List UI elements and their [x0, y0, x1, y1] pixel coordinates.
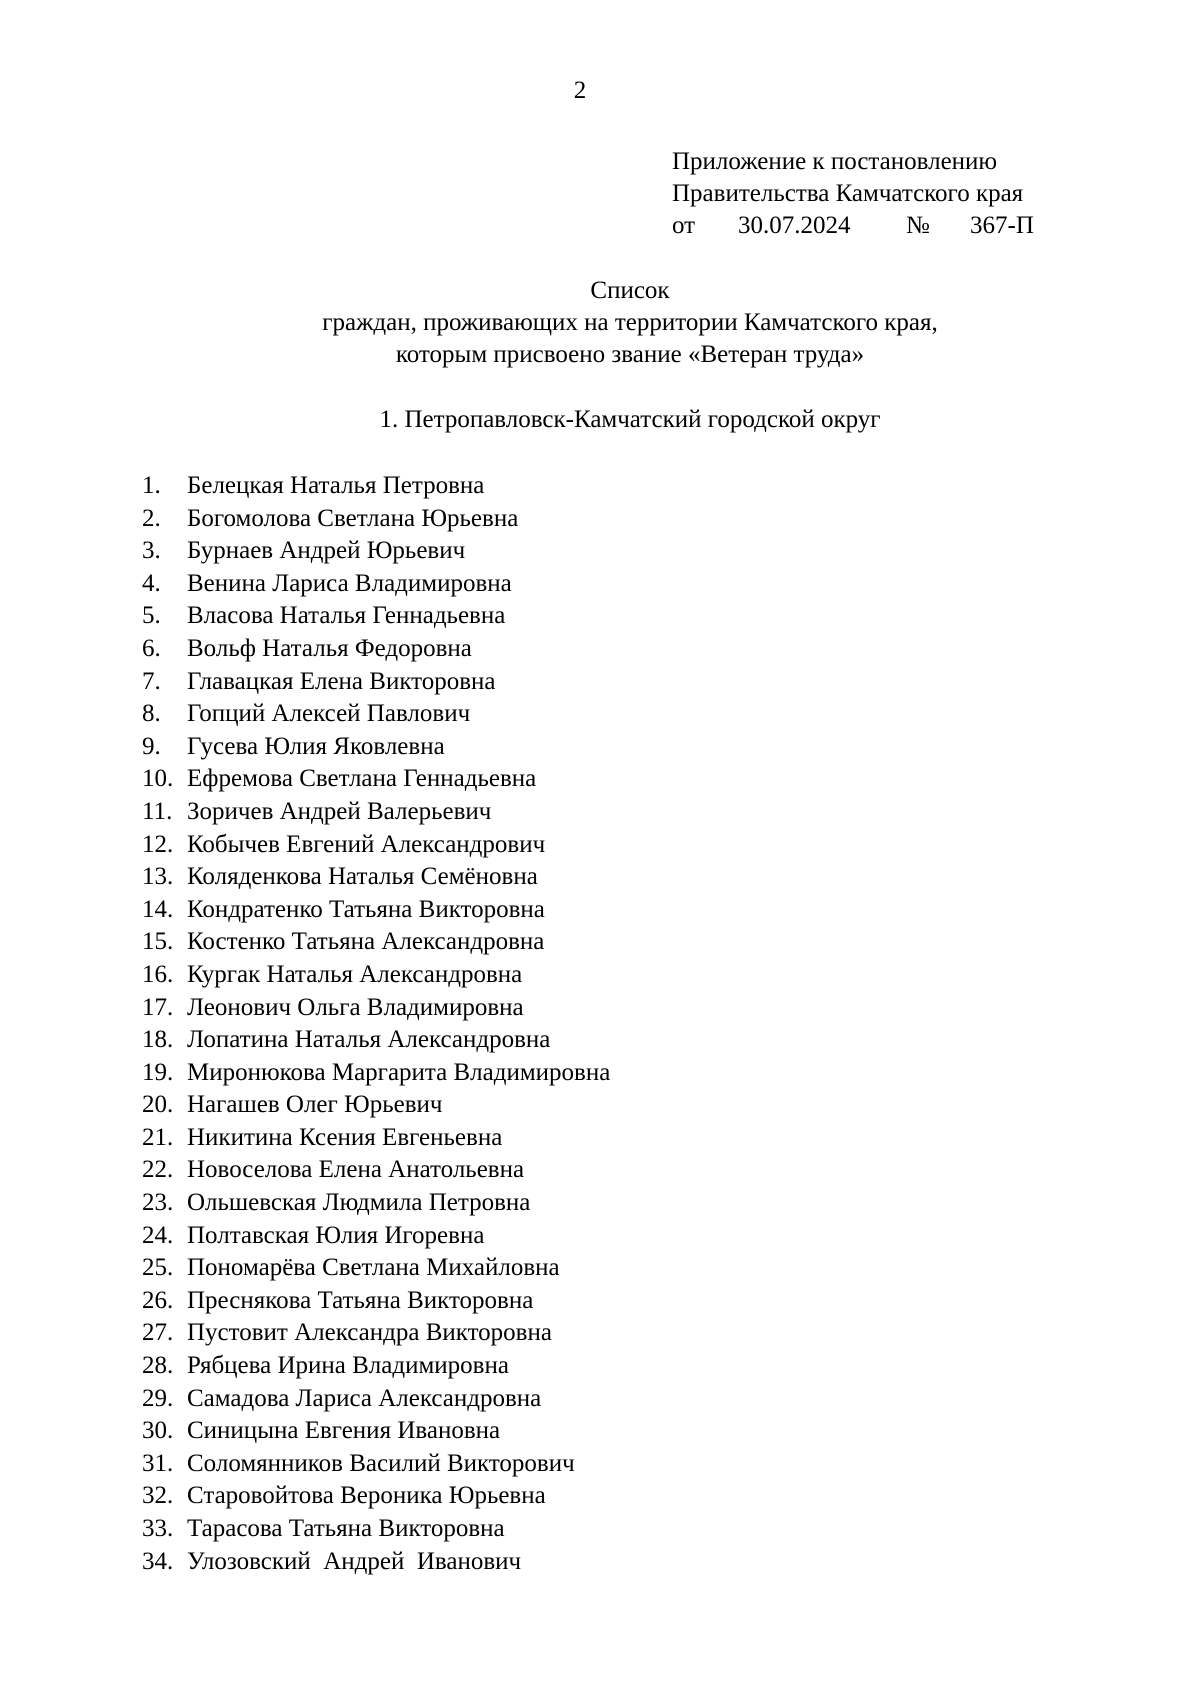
list-item-number: 23.	[142, 1189, 174, 1217]
title-line-2: граждан, проживающих на территории Камчатского края,	[322, 309, 938, 336]
list-item	[142, 1089, 610, 1122]
list-item-name: Рябцева Ирина Владимировна	[187, 1352, 509, 1380]
list-item-number: 31.	[142, 1449, 174, 1477]
list-item-name: Миронюкова Маргарита Владимировна	[187, 1058, 611, 1086]
list-item	[142, 1350, 610, 1383]
list-item-number: 8.	[142, 700, 161, 728]
list-item-number: 21.	[142, 1123, 174, 1151]
list-item-name: Белецкая Наталья Петровна	[187, 472, 485, 499]
page-number: 2	[573, 77, 587, 104]
appendix-line-1: Приложение к постановлению	[672, 148, 998, 175]
title-line-1: Список	[590, 277, 670, 304]
list-item	[142, 698, 610, 731]
list-item-number: 7.	[142, 667, 161, 695]
list-item-number: 15.	[142, 928, 174, 956]
list-item-name: Леонович Ольга Владимировна	[187, 993, 524, 1021]
list-item	[142, 1252, 610, 1285]
list-item-number: 17.	[142, 993, 174, 1021]
appendix-from-label: от	[672, 212, 696, 239]
list-item	[142, 1415, 610, 1448]
list-item	[142, 959, 610, 992]
appendix-date-line	[672, 210, 1034, 242]
list-item	[142, 861, 610, 894]
appendix-number: 367-П	[970, 212, 1034, 239]
list-item-name: Власова Наталья Геннадьевна	[187, 602, 506, 630]
list-item-number: 33.	[142, 1515, 174, 1542]
list-item-name: Улозовский Андрей Иванович	[187, 1547, 522, 1575]
list-item	[142, 1317, 610, 1350]
list-item-name: Пустовит Александра Викторовна	[187, 1319, 552, 1347]
list-item-name: Гопций Алексей Павлович	[187, 700, 471, 728]
list-item-name: Лопатина Наталья Александровна	[187, 1026, 551, 1054]
list-item-number: 30.	[142, 1417, 174, 1445]
list-item-name: Преснякова Татьяна Викторовна	[187, 1286, 534, 1314]
list-item-number: 10.	[142, 765, 174, 793]
list-item-number: 11.	[142, 797, 173, 825]
list-item-name: Зоричев Андрей Валерьевич	[187, 797, 492, 825]
list-item-number: 6.	[142, 634, 161, 662]
list-item-name: Кондратенко Татьяна Викторовна	[187, 895, 545, 923]
list-item-name: Ефремова Светлана Геннадьевна	[187, 765, 537, 793]
list-item-name: Кургак Наталья Александровна	[187, 960, 523, 988]
list-item-name: Никитина Ксения Евгеньевна	[187, 1123, 503, 1151]
list-item-name: Ольшевская Людмила Петровна	[187, 1189, 531, 1217]
list-item	[142, 470, 610, 503]
list-item-number: 19.	[142, 1058, 174, 1086]
list-item-name: Тарасова Татьяна Викторовна	[187, 1515, 505, 1542]
list-item-number: 5.	[142, 602, 161, 630]
list-item	[142, 1154, 610, 1187]
list-item-number: 3.	[142, 537, 161, 565]
list-item	[142, 763, 610, 796]
list-item-number: 1.	[142, 472, 161, 499]
list-item	[142, 1513, 610, 1546]
list-item-number: 2.	[142, 504, 161, 532]
list-item-name: Соломянников Василий Викторович	[187, 1449, 575, 1477]
list-item-number: 32.	[142, 1482, 174, 1510]
list-item-name: Кобычев Евгений Александрович	[187, 830, 546, 858]
list-item-name: Нагашев Олег Юрьевич	[187, 1091, 443, 1119]
list-item-number: 16.	[142, 960, 174, 988]
appendix-line-2: Правительства Камчатского края	[672, 180, 1024, 207]
list-item	[142, 1057, 610, 1090]
appendix-number-sign: №	[906, 212, 930, 239]
list-item-name: Гусева Юлия Яковлевна	[187, 732, 445, 760]
list-item-number: 29.	[142, 1384, 174, 1412]
list-item	[142, 1480, 610, 1513]
list-item-name: Вольф Наталья Федоровна	[187, 634, 472, 662]
list-item-name: Самадова Лариса Александровна	[187, 1384, 542, 1412]
list-item	[142, 992, 610, 1025]
list-item	[142, 1122, 610, 1155]
list-item	[142, 568, 610, 601]
list-item-name: Богомолова Светлана Юрьевна	[187, 504, 519, 532]
list-item-name: Пономарёва Светлана Михайловна	[187, 1254, 560, 1282]
section-heading: 1. Петропавловск-Камчатский городской округ	[379, 406, 881, 433]
list-item-name: Главацкая Елена Викторовна	[187, 667, 496, 695]
list-item-number: 9.	[142, 732, 161, 760]
list-item-number: 34.	[142, 1547, 174, 1575]
list-item	[142, 633, 610, 666]
list-item-number: 25.	[142, 1254, 174, 1282]
list-item	[142, 1546, 610, 1579]
list-item-number: 13.	[142, 863, 174, 891]
list-item-number: 22.	[142, 1156, 174, 1184]
list-item-name: Синицына Евгения Ивановна	[187, 1417, 501, 1445]
list-item	[142, 1187, 610, 1220]
list-item	[142, 1220, 610, 1253]
list-item	[142, 731, 610, 764]
person-list	[142, 470, 610, 1578]
title-line-3: которым присвоено звание «Ветеран труда»	[395, 341, 865, 368]
list-item-name: Новоселова Елена Анатольевна	[187, 1156, 525, 1184]
list-item-number: 20.	[142, 1091, 174, 1119]
list-item	[142, 600, 610, 633]
list-item-number: 24.	[142, 1221, 174, 1249]
list-item-number: 18.	[142, 1026, 174, 1054]
list-item-name: Бурнаев Андрей Юрьевич	[187, 537, 466, 565]
document-title	[0, 275, 1200, 371]
list-item	[142, 666, 610, 699]
list-item	[142, 1285, 610, 1318]
list-item	[142, 1024, 610, 1057]
list-item-number: 27.	[142, 1319, 174, 1347]
list-item	[142, 1383, 610, 1416]
list-item	[142, 503, 610, 536]
appendix-date: 30.07.2024	[738, 212, 851, 239]
list-item-name: Полтавская Юлия Игоревна	[187, 1221, 485, 1249]
list-item	[142, 1448, 610, 1481]
list-item	[142, 829, 610, 862]
list-item	[142, 796, 610, 829]
list-item-name: Венина Лариса Владимировна	[187, 569, 512, 597]
list-item-number: 4.	[142, 569, 161, 597]
list-item	[142, 926, 610, 959]
list-item-number: 12.	[142, 830, 174, 858]
list-item-name: Костенко Татьяна Александровна	[187, 928, 545, 956]
appendix-header	[672, 146, 1034, 242]
list-item	[142, 535, 610, 568]
list-item-name: Коляденкова Наталья Семёновна	[187, 863, 538, 891]
list-item-number: 14.	[142, 895, 174, 923]
list-item-number: 28.	[142, 1352, 174, 1380]
list-item-number: 26.	[142, 1286, 174, 1314]
list-item	[142, 894, 610, 927]
list-item-name: Старовойтова Вероника Юрьевна	[187, 1482, 546, 1510]
